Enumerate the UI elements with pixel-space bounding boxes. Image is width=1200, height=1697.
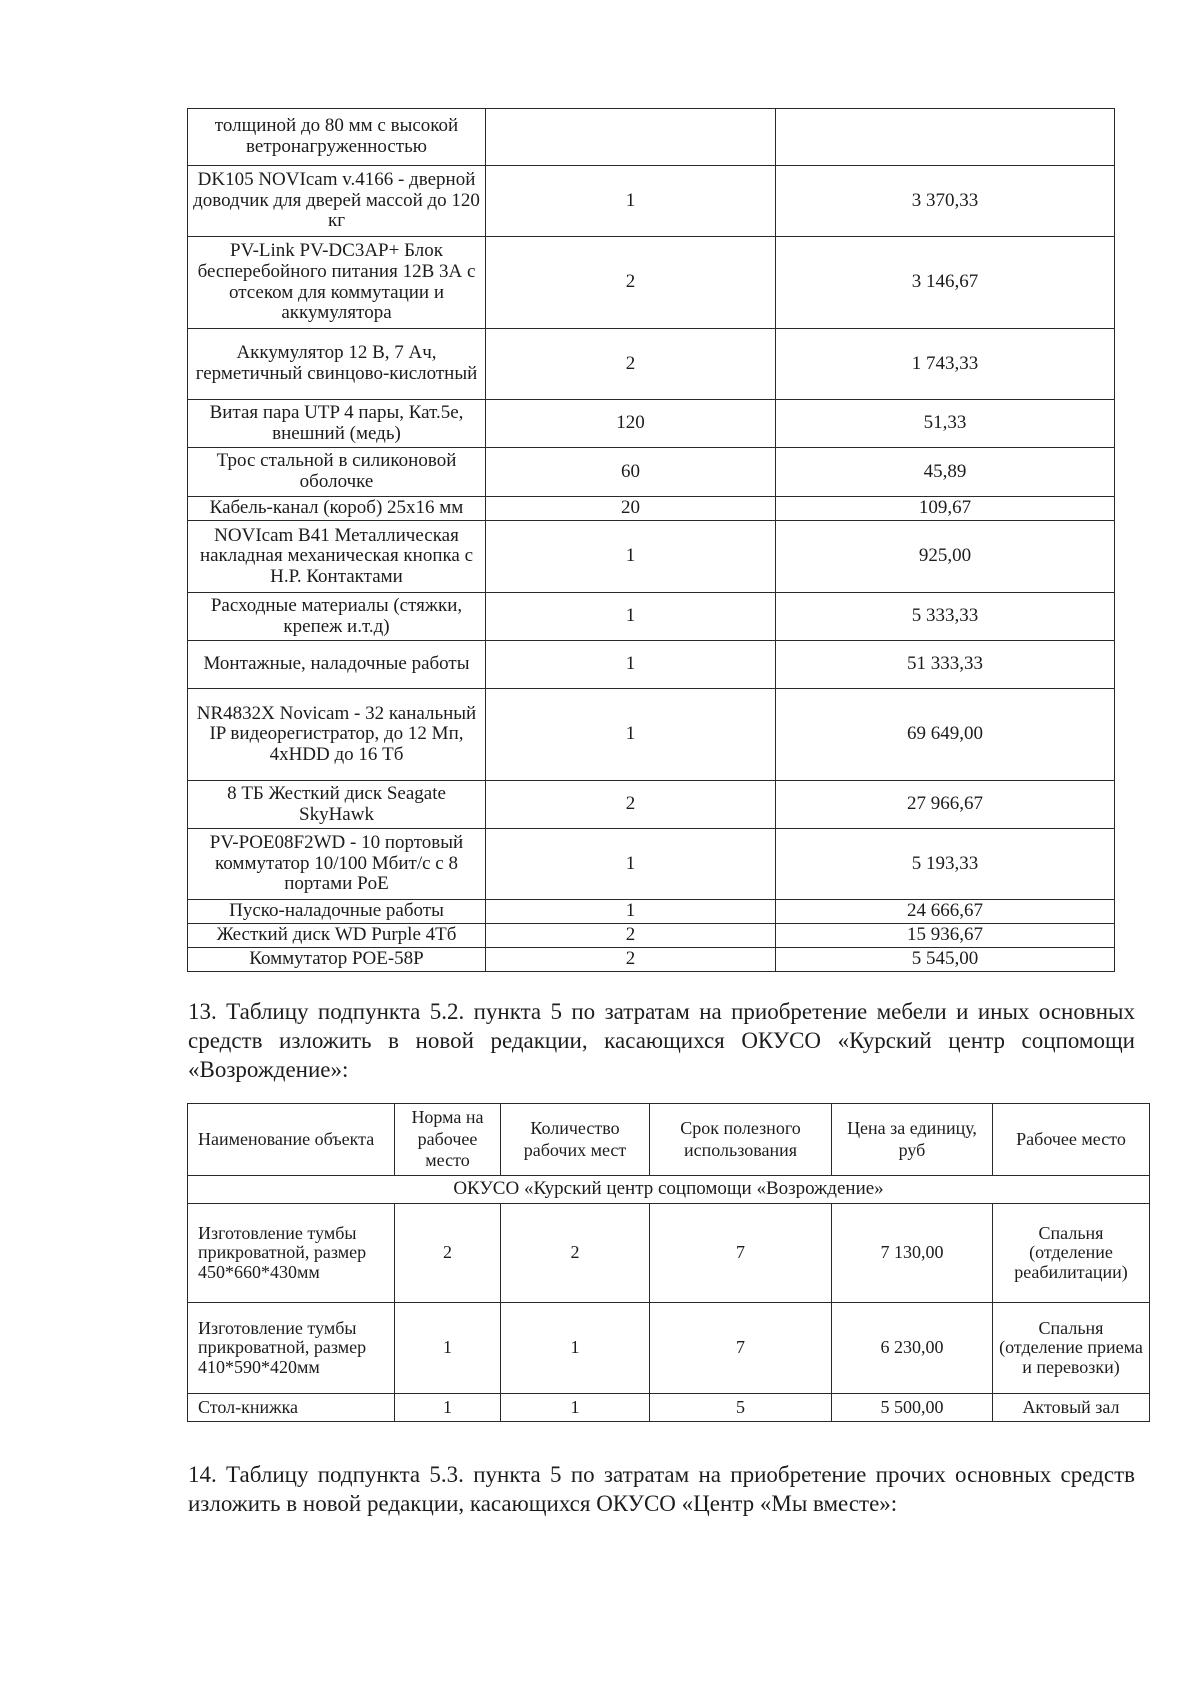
item-price: 24 666,67 (776, 900, 1115, 924)
item-name: Кабель-канал (короб) 25х16 мм (188, 497, 486, 521)
item-norm: 1 (395, 1394, 501, 1422)
header-place: Рабочее место (993, 1104, 1150, 1176)
section-row (188, 1176, 1150, 1204)
item-price: 7 130,00 (832, 1204, 993, 1303)
table-row (188, 448, 1115, 497)
item-qty: 60 (486, 448, 776, 497)
item-term: 7 (650, 1204, 832, 1303)
item-name: Монтажные, наладочные работы (188, 641, 486, 689)
item-name: толщиной до 80 мм с высокой ветронагруженностью (188, 109, 486, 166)
item-qty: 2 (486, 948, 776, 972)
item-term: 7 (650, 1303, 832, 1394)
item-count: 2 (501, 1204, 650, 1303)
item-qty: 1 (486, 900, 776, 924)
table-row (188, 237, 1115, 329)
item-price (776, 109, 1115, 166)
table-row (188, 1303, 1150, 1394)
item-name: Аккумулятор 12 В, 7 Ач, герметичный свинцово-кислотный (188, 329, 486, 400)
header-norm: Норма на рабочее место (395, 1104, 501, 1176)
item-count: 1 (501, 1394, 650, 1422)
item-name: PV-Link PV-DC3AP+ Блок бесперебойного питания 12В 3А с отсеком для коммутации и аккумулятора (188, 237, 486, 329)
item-price: 69 649,00 (776, 689, 1115, 781)
table-header-row (188, 1104, 1150, 1176)
item-count: 1 (501, 1303, 650, 1394)
item-qty: 20 (486, 497, 776, 521)
item-name: Пуско-наладочные работы (188, 900, 486, 924)
item-name: Витая пара UTP 4 пары, Кат.5е, внешний (медь) (188, 400, 486, 448)
item-name: 8 ТБ Жесткий диск Seagate SkyHawk (188, 781, 486, 829)
item-qty: 120 (486, 400, 776, 448)
table-row (188, 781, 1115, 829)
item-name: DK105 NOVIcam v.4166 - дверной доводчик для дверей массой до 120 кг (188, 166, 486, 237)
item-price: 27 966,67 (776, 781, 1115, 829)
item-price: 5 193,33 (776, 829, 1115, 900)
item-qty: 1 (486, 521, 776, 593)
item-qty: 1 (486, 593, 776, 641)
header-term: Срок полезного использования (650, 1104, 832, 1176)
table-row (188, 329, 1115, 400)
item-price: 3 146,67 (776, 237, 1115, 329)
item-name: Коммутатор POE-58P (188, 948, 486, 972)
item-price: 5 333,33 (776, 593, 1115, 641)
table-row (188, 497, 1115, 521)
equipment-table (187, 108, 1115, 972)
item-qty: 2 (486, 329, 776, 400)
item-price: 45,89 (776, 448, 1115, 497)
item-qty: 1 (486, 689, 776, 781)
table-row (188, 1394, 1150, 1422)
paragraph-14: 14. Таблицу подпункта 5.3. пункта 5 по затратам на приобретение прочих основных средств изложить в новой редакции, касающихся ОКУСО «Центр «Мы вместе»: (188, 1462, 1135, 1517)
header-name: Наименование объекта (188, 1104, 395, 1176)
furniture-table (187, 1103, 1150, 1422)
table-row (188, 924, 1115, 948)
item-norm: 2 (395, 1204, 501, 1303)
table-row (188, 400, 1115, 448)
item-price: 5 545,00 (776, 948, 1115, 972)
item-price: 51,33 (776, 400, 1115, 448)
item-qty: 2 (486, 924, 776, 948)
item-name: NR4832X Novicam - 32 канальный IP видеорегистратор, до 12 Мп, 4xHDD до 16 Тб (188, 689, 486, 781)
paragraph-13: 13. Таблицу подпункта 5.2. пункта 5 по затратам на приобретение мебели и иных основных средств изложить в новой редакции, касающихся ОКУСО «Курский центр соцпомощи «Возрождение»: (188, 999, 1135, 1083)
table-row (188, 641, 1115, 689)
table-row (188, 521, 1115, 593)
section-title: ОКУСО «Курский центр соцпомощи «Возрождение» (188, 1176, 1150, 1204)
item-qty (486, 109, 776, 166)
item-place: Актовый зал (993, 1394, 1150, 1422)
item-qty: 1 (486, 829, 776, 900)
item-price: 3 370,33 (776, 166, 1115, 237)
item-place: Спальня (отделение приема и перевозки) (993, 1303, 1150, 1394)
item-price: 109,67 (776, 497, 1115, 521)
item-price: 15 936,67 (776, 924, 1115, 948)
header-count: Количество рабочих мест (501, 1104, 650, 1176)
item-name: NOVIcam B41 Металлическая накладная механическая кнопка с Н.Р. Контактами (188, 521, 486, 593)
item-price: 925,00 (776, 521, 1115, 593)
item-qty: 2 (486, 781, 776, 829)
item-name: Трос стальной в силиконовой оболочке (188, 448, 486, 497)
item-qty: 1 (486, 641, 776, 689)
table-row (188, 689, 1115, 781)
item-price: 6 230,00 (832, 1303, 993, 1394)
header-price: Цена за единицу, руб (832, 1104, 993, 1176)
item-name: Изготовление тумбы прикроватной, размер 450*660*430мм (188, 1204, 395, 1303)
item-term: 5 (650, 1394, 832, 1422)
item-name: Стол-книжка (188, 1394, 395, 1422)
table-row (188, 1204, 1150, 1303)
item-place: Спальня (отделение реабилитации) (993, 1204, 1150, 1303)
table-row (188, 593, 1115, 641)
item-norm: 1 (395, 1303, 501, 1394)
item-name: Расходные материалы (стяжки, крепеж и.т.д) (188, 593, 486, 641)
table-row (188, 166, 1115, 237)
item-qty: 2 (486, 237, 776, 329)
table-row (188, 829, 1115, 900)
item-name: PV-POE08F2WD - 10 портовый коммутатор 10/100 Мбит/с с 8 портами PoE (188, 829, 486, 900)
table-row (188, 948, 1115, 972)
table-row (188, 900, 1115, 924)
item-price: 51 333,33 (776, 641, 1115, 689)
item-price: 5 500,00 (832, 1394, 993, 1422)
item-qty: 1 (486, 166, 776, 237)
item-price: 1 743,33 (776, 329, 1115, 400)
item-name: Изготовление тумбы прикроватной, размер 410*590*420мм (188, 1303, 395, 1394)
item-name: Жесткий диск WD Purple 4Тб (188, 924, 486, 948)
table-row (188, 109, 1115, 166)
